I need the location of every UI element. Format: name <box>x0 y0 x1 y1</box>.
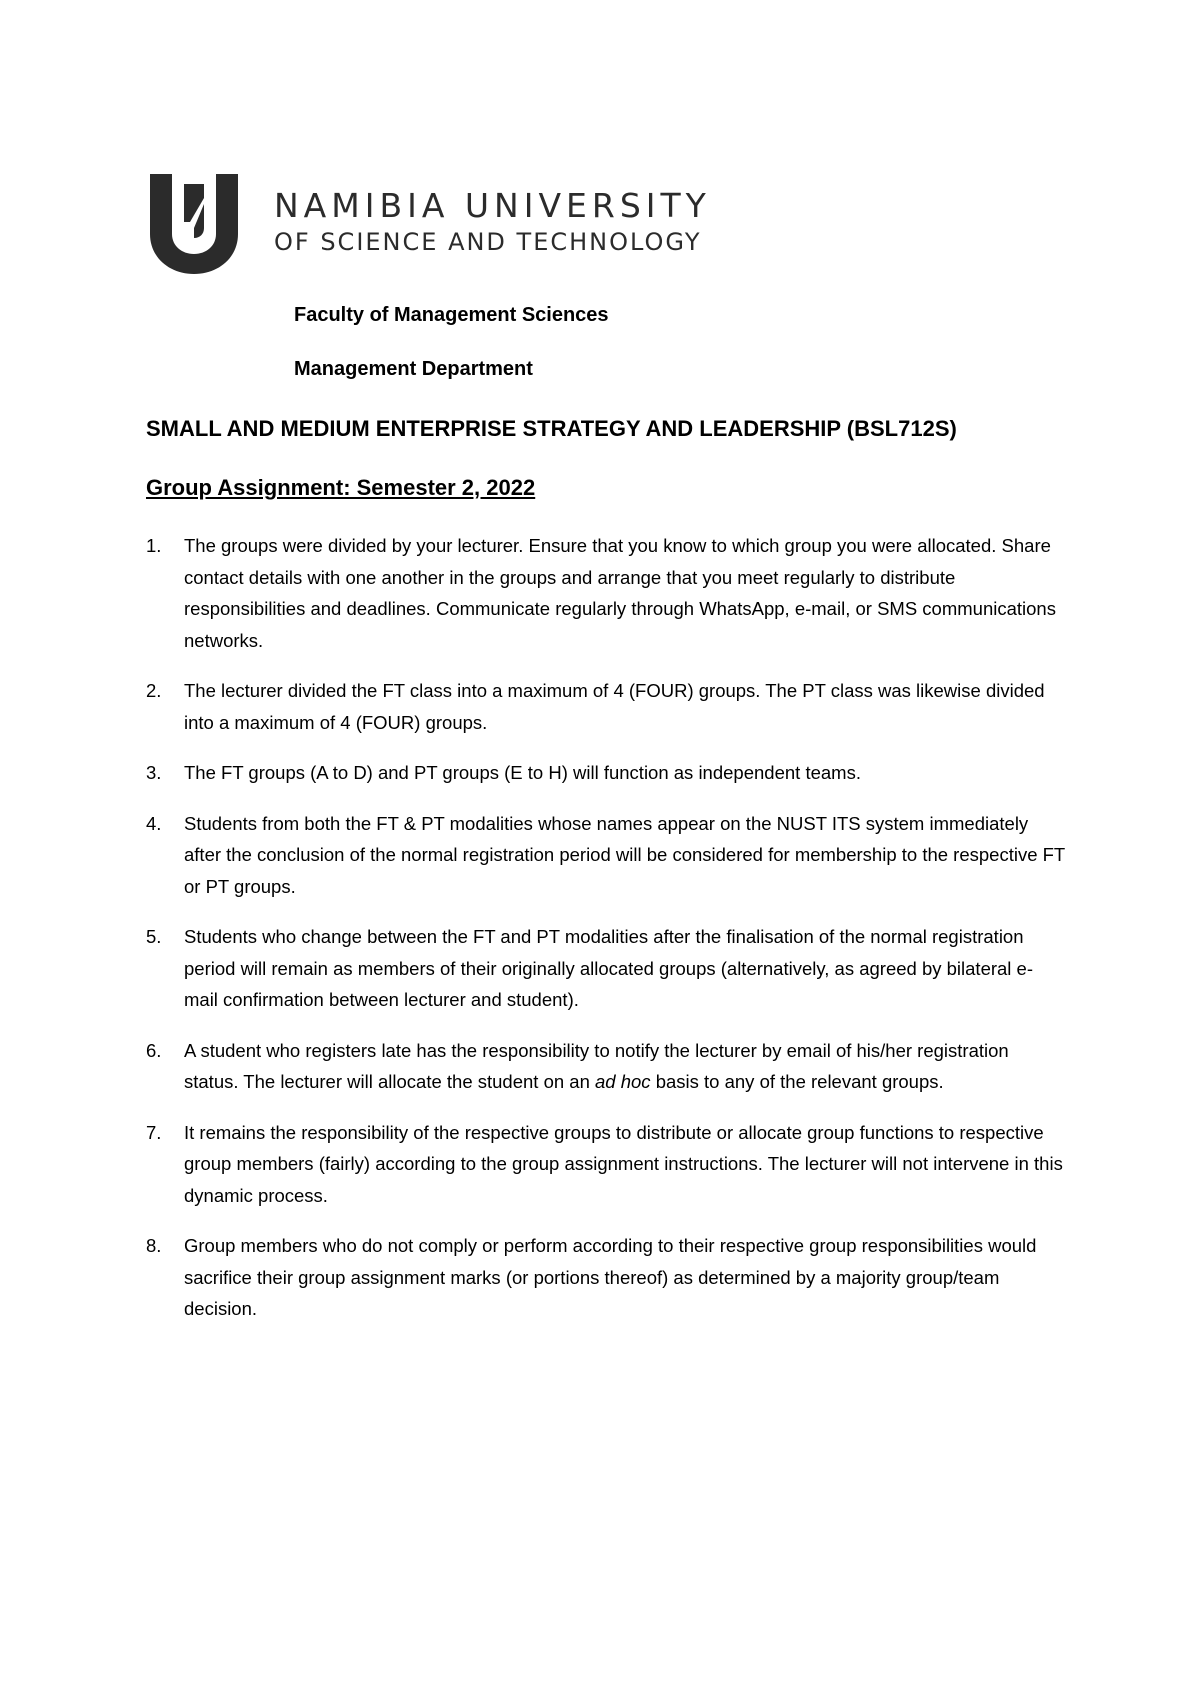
item-text-part: A student who registers late has the responsibility to notify the lecturer by email of his/her registration status. The lecturer will allocate the student on an <box>184 1039 1009 1092</box>
faculty-name: Faculty of Management Sciences <box>294 304 609 326</box>
item-text: Students from both the FT & PT modalities whose names appear on the NUST ITS system immediately after the conclusion of the normal registration period will be considered for membership to the respective FT or PT groups. <box>184 812 1065 897</box>
department-name: Management Department <box>294 358 533 380</box>
item-text: Group members who do not comply or perform according to their respective group responsibilities would sacrifice their group assignment marks (or portions thereof) as determined by a majority group/team decision. <box>184 1235 1037 1319</box>
item-number: 5. <box>146 926 162 947</box>
item-text-part: basis to any of the relevant groups. <box>650 1071 944 1092</box>
shield-logo-icon <box>146 170 242 278</box>
list-item <box>146 1117 1066 1212</box>
item-number: 3. <box>146 762 162 783</box>
university-logo <box>146 170 711 278</box>
item-text: Students who change between the FT and PT modalities after the finalisation of the normal registration period will remain as members of their originally allocated groups (alternatively, as agreed by bilateral e-mail confirmation between lecturer and student). <box>184 926 1034 1010</box>
assignment-heading: Group Assignment: Semester 2, 2022 <box>146 475 536 500</box>
item-number: 2. <box>146 680 162 701</box>
item-text-italic: ad hoc <box>595 1071 651 1092</box>
item-number: 8. <box>146 1235 162 1256</box>
list-item <box>146 1230 1066 1325</box>
instructions-list <box>146 530 1066 1344</box>
course-title: SMALL AND MEDIUM ENTERPRISE STRATEGY AND LEADERSHIP (BSL712S) <box>146 416 957 441</box>
item-number: 4. <box>146 812 162 834</box>
university-subtitle: OF SCIENCE AND TECHNOLOGY <box>274 228 702 256</box>
list-item <box>146 675 1066 738</box>
item-text: The lecturer divided the FT class into a maximum of 4 (FOUR) groups. The PT class was likewise divided into a maximum of 4 (FOUR) groups. <box>184 680 1045 733</box>
list-item <box>146 530 1066 656</box>
list-item <box>146 921 1066 1016</box>
item-text: The FT groups (A to D) and PT groups (E to H) will function as independent teams. <box>184 762 861 783</box>
list-item <box>146 1035 1066 1098</box>
item-text: It remains the responsibility of the respective groups to distribute or allocate group functions to respective group members (fairly) according to the group assignment instructions. The lecturer will not intervene in this dynamic process. <box>184 1121 1063 1206</box>
university-name: NAMIBIA UNIVERSITY <box>274 186 711 225</box>
list-item <box>146 757 1066 789</box>
item-number: 1. <box>146 535 162 556</box>
list-item <box>146 808 1066 903</box>
item-number: 7. <box>146 1121 162 1143</box>
item-text <box>184 1040 1009 1093</box>
item-text: The groups were divided by your lecturer. Ensure that you know to which group you were allocated. Share contact details with one another in the groups and arrange that you meet regularly to distribute responsibilities and deadlines. Communicate regularly through WhatsApp, e-mail, or SMS communications networks. <box>184 535 1056 651</box>
item-number: 6. <box>146 1039 162 1061</box>
